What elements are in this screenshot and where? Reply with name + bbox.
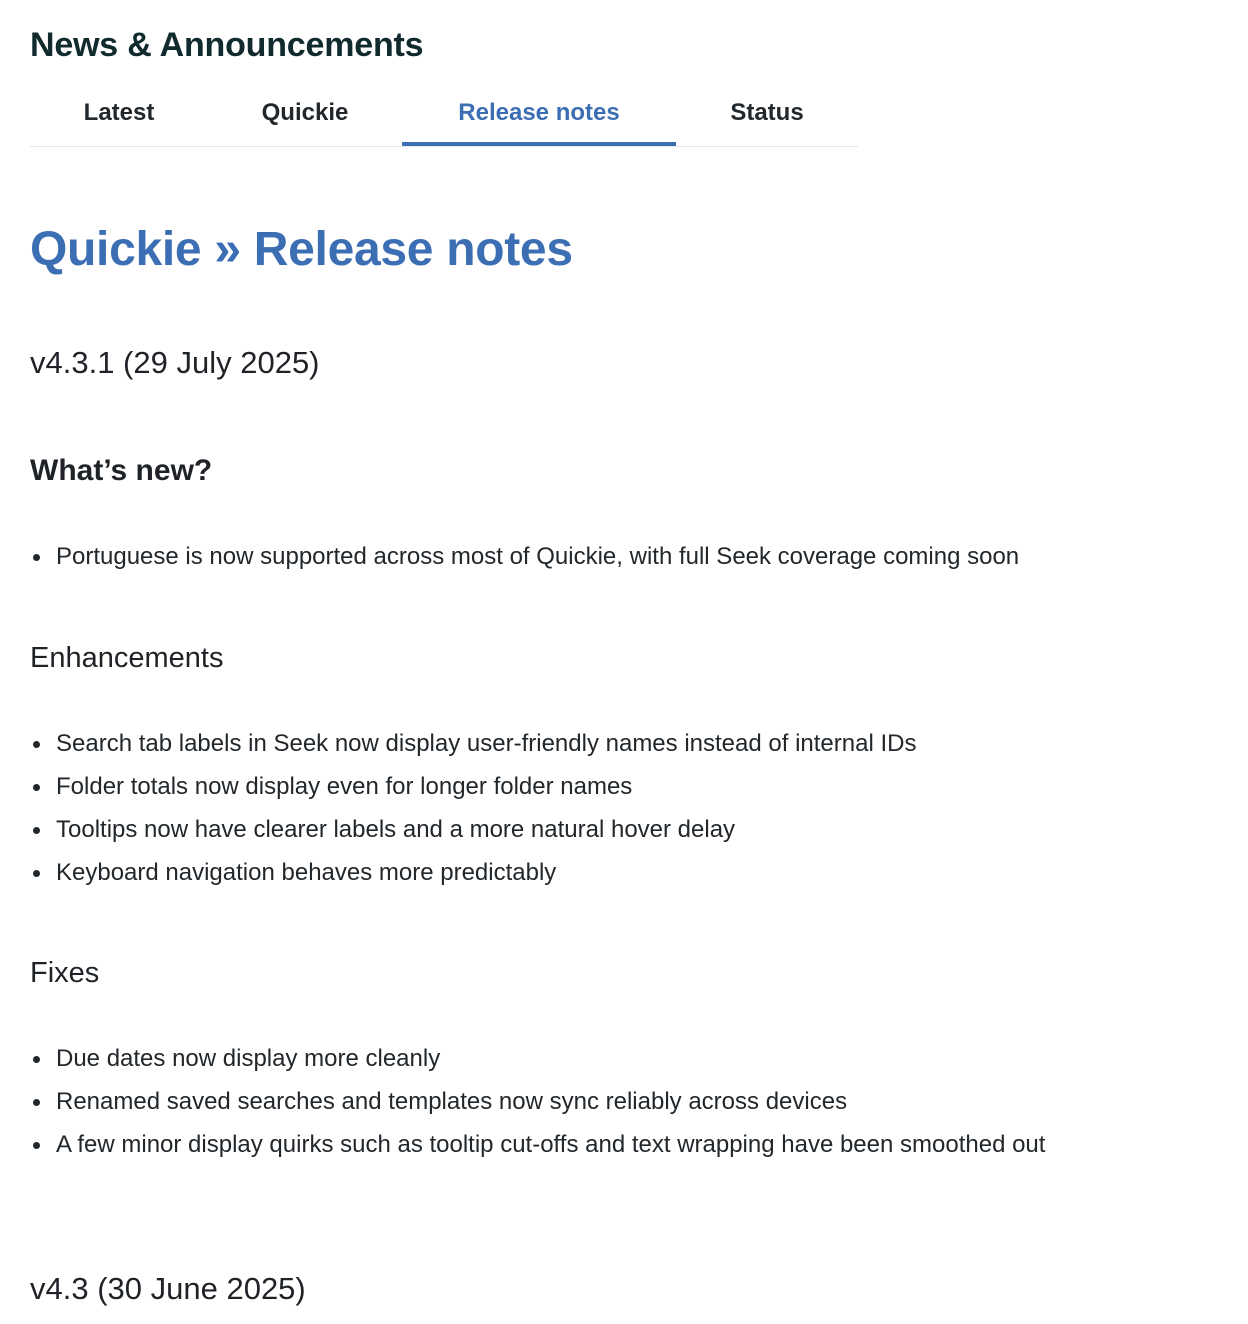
list-item: A few minor display quirks such as tooltip cut-offs and text wrapping have been smoothed out bbox=[30, 1130, 1045, 1173]
header-title: News & Announcements bbox=[30, 26, 424, 64]
release-version: v4.3 (30 June 2025) bbox=[30, 1271, 306, 1306]
list-item: Portuguese is now supported across most of Quickie, with full Seek coverage coming soon bbox=[30, 542, 1019, 585]
tab-status[interactable]: Status bbox=[730, 99, 804, 126]
section-heading-whats-new: What’s new? bbox=[30, 454, 213, 487]
list-item: Due dates now display more cleanly bbox=[30, 1044, 1045, 1087]
tab-latest[interactable]: Latest bbox=[83, 99, 155, 126]
tab-bar bbox=[30, 80, 858, 147]
tab-release-notes[interactable]: Release notes bbox=[402, 80, 676, 146]
list-item: Search tab labels in Seek now display user-friendly names instead of internal IDs bbox=[30, 729, 916, 772]
page-title: Quickie » Release notes bbox=[30, 223, 573, 276]
list-item: Tooltips now have clearer labels and a more natural hover delay bbox=[30, 815, 916, 858]
list-item: Folder totals now display even for longer folder names bbox=[30, 772, 916, 815]
list-item: Keyboard navigation behaves more predictably bbox=[30, 858, 916, 901]
whats-new-list bbox=[30, 542, 1019, 585]
tab-quickie[interactable]: Quickie bbox=[261, 99, 349, 126]
list-item: Renamed saved searches and templates now sync reliably across devices bbox=[30, 1087, 1045, 1130]
release-version: v4.3.1 (29 July 2025) bbox=[30, 345, 320, 380]
fixes-list bbox=[30, 1044, 1045, 1173]
section-heading-enhancements: Enhancements bbox=[30, 642, 224, 674]
section-heading-fixes: Fixes bbox=[30, 957, 100, 989]
enhancements-list bbox=[30, 729, 916, 901]
